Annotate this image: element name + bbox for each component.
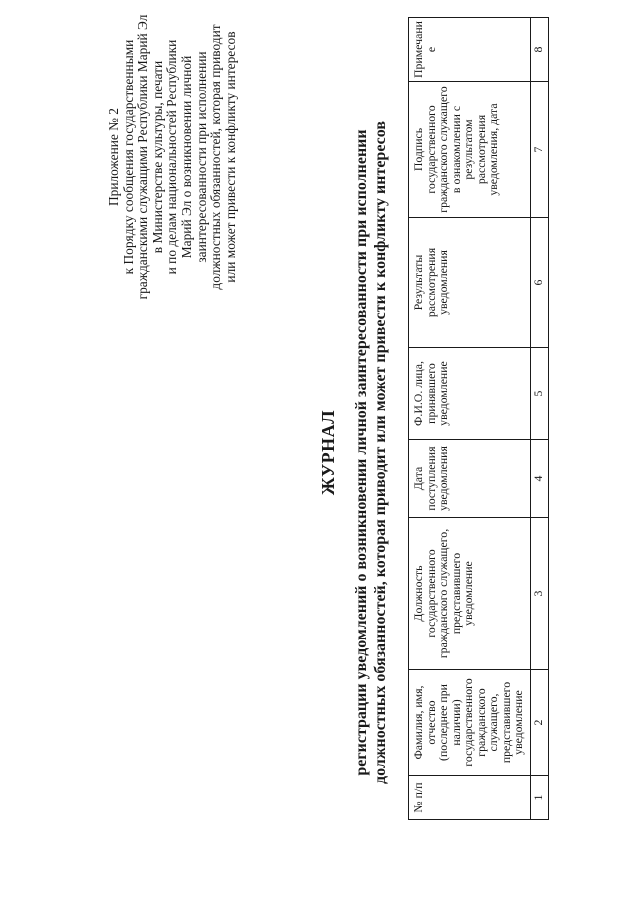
column-number: 5 bbox=[531, 348, 549, 440]
subtitle-line: должностных обязанностей, которая приводит или может привести к конфликту интересов bbox=[371, 121, 389, 784]
header-cell-full-name: Фамилия, имя, отчество (последнее при наличии) государственного гражданского служащего, представившего уведомление bbox=[409, 670, 531, 776]
annex-line: Марий Эл о возникновении личной bbox=[178, 55, 194, 259]
annex-note bbox=[107, 7, 238, 307]
table-header-row bbox=[409, 18, 531, 820]
header-cell-receiver: Ф.И.О. лица, принявшего уведомление bbox=[409, 348, 531, 440]
header-cell-receipt-date: Дата поступления уведомления bbox=[409, 440, 531, 518]
annex-line: к Порядку сообщения государственными bbox=[120, 39, 136, 275]
header-cell-number: № п/п bbox=[409, 776, 531, 820]
header-cell-position: Должность государственного гражданского служащего, представившего уведомление bbox=[409, 518, 531, 670]
header-cell-result: Результаты рассмотрения уведомления bbox=[409, 218, 531, 348]
column-number: 4 bbox=[531, 440, 549, 518]
header-cell-signature: Подпись государственного гражданского служащего в ознакомлении с результатом рассмотрения уведомления, дата bbox=[409, 82, 531, 218]
journal-subtitle bbox=[353, 0, 390, 905]
subtitle-line: регистрации уведомлений о возникновении личной заинтересованности при исполнении bbox=[353, 129, 370, 776]
column-number: 3 bbox=[531, 518, 549, 670]
column-number: 2 bbox=[531, 670, 549, 776]
column-number: 6 bbox=[531, 218, 549, 348]
column-number: 8 bbox=[531, 18, 549, 82]
column-number: 7 bbox=[531, 82, 549, 218]
annex-line: Приложение № 2 bbox=[106, 107, 121, 207]
header-cell-note: Примечание bbox=[409, 18, 531, 82]
column-number-row bbox=[531, 18, 549, 820]
column-number: 1 bbox=[531, 776, 549, 820]
annex-line: или может привести к конфликту интересов bbox=[222, 31, 238, 283]
annex-line: должностных обязанностей, которая приводит bbox=[208, 24, 224, 290]
journal-title: ЖУРНАЛ bbox=[318, 409, 338, 496]
annex-line: и по делам национальностей Республики bbox=[164, 39, 180, 275]
annex-line: в Министерстве культуры, печати bbox=[149, 60, 165, 254]
annex-line: гражданскими служащими Республики Марий Эл bbox=[135, 14, 151, 300]
register-table bbox=[408, 17, 549, 820]
annex-line: заинтересованности при исполнении bbox=[193, 51, 209, 263]
